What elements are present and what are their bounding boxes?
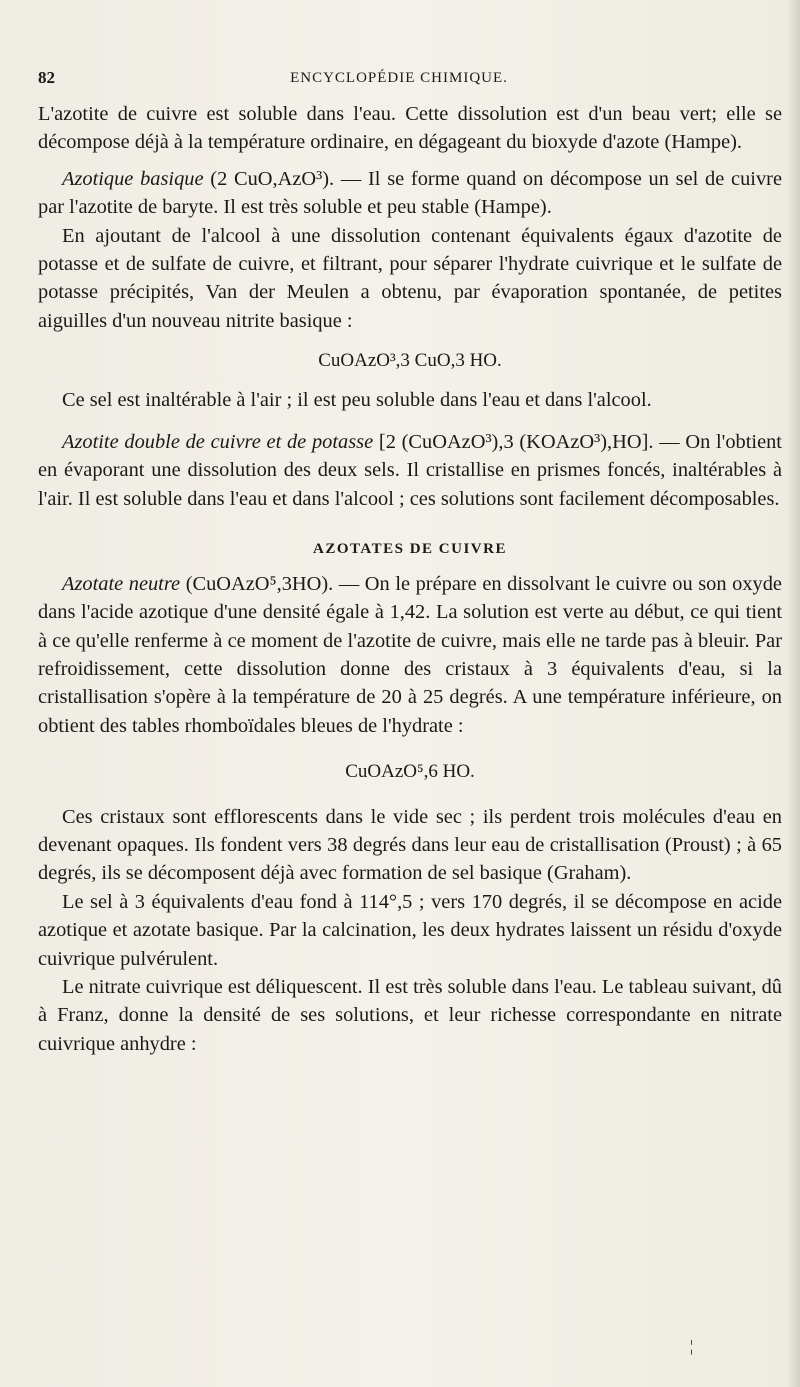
page-spine-shadow	[786, 0, 800, 1387]
term-azotite-double: Azotite double de cuivre et de potasse	[62, 431, 374, 454]
formula-azotate-neutre: (CuOAzO⁵,3HO).	[185, 572, 334, 595]
formula-azotite-double: [2 (CuOAzO³),3 (KOAzO³),HO].	[378, 431, 654, 454]
paragraph-azotique-basique	[38, 165, 782, 222]
page-number: 82	[38, 68, 55, 87]
footer-mark: ¦	[690, 1338, 694, 1355]
paragraph-azotate-neutre-text: — On le prépare en dissolvant le cuivre ou son oxyde dans l'acide azotique d'une densité égale à 1,42. La solution est verte au début, ce qui tient à ce qu'elle renferme à ce moment de l'azotite de cuivre, mais elle ne tarde pas à bleuir. Par refroidissement, cette dissolution donne des cristaux à 3 équivalents d'eau, si la cristallisation s'opère à la température de 20 à 25 degrés. A une température inférieure, on obtient des tables rhomboïdales bleues de l'hydrate :	[38, 572, 782, 737]
formula-nitrite-basique: CuOAzO³,3 CuO,3 HO.	[318, 350, 502, 372]
paragraph-efflorescents: Ces cristaux sont efflorescents dans le vide sec ; ils perdent trois molécules d'eau en devenant opaques. Ils fondent vers 38 degrés dans leur eau de cristallisation (Proust) ; à 65 degrés, ils se décomposent déjà avec formation de sel basique (Graham).	[38, 805, 782, 885]
paragraph-deliquescent: Le nitrate cuivrique est déliquescent. Il est très soluble dans l'eau. Le tableau suivant, dû à Franz, donne la densité de ses solutions, et leur richesse correspondante en nitrate cuivrique anhydre :	[38, 975, 782, 1055]
running-title: ENCYCLOPÉDIE CHIMIQUE.	[290, 70, 508, 86]
term-azotique-basique: Azotique basique	[62, 167, 204, 190]
paragraph-van-der-meulen: En ajoutant de l'alcool à une dissolution contenant équivalents égaux d'azotite de potasse et de sulfate de cuivre, et filtrant, pour séparer l'hydrate cuivrique et le sulfate de potasse précipités, Van der Meulen a obtenu, par évaporation spontanée, de petites aiguilles d'un nouveau nitrite basique :	[38, 224, 782, 332]
spacer	[38, 414, 782, 428]
section-heading: AZOTATES DE CUIVRE	[313, 541, 507, 558]
paragraph-azotique-basique-text: — Il se forme quand on décompose un sel de cuivre par l'azotite de baryte. Il est très soluble et peu stable (Hampe).	[38, 167, 782, 219]
paragraph-azotite-double	[38, 428, 782, 513]
paragraph-fusion: Le sel à 3 équivalents d'eau fond à 114°,5 ; vers 170 degrés, il se décompose en acide azotique et azotate basique. Par la calcination, les deux hydrates laissent un résidu d'oxyde cuivrique pulvérulent.	[38, 890, 782, 970]
paragraph-inalterable: Ce sel est inaltérable à l'air ; il est peu soluble dans l'eau et dans l'alcool.	[62, 388, 652, 411]
paragraph-azotite-solubility: L'azotite de cuivre est soluble dans l'eau. Cette dissolution est d'un beau vert; elle se décompose déjà à la température ordinaire, en dégageant du bioxyde d'azote (Hampe).	[38, 103, 782, 154]
page-header	[38, 68, 760, 94]
formula-hydrate: CuOAzO⁵,6 HO.	[345, 761, 475, 783]
formula-azotique-basique: (2 CuO,AzO³).	[210, 167, 335, 190]
paragraph-azotate-neutre	[38, 570, 782, 740]
term-azotate-neutre: Azotate neutre	[62, 572, 181, 595]
page-body	[38, 100, 782, 1058]
paragraph-azotite-double-text: — On l'obtient en évaporant une dissolution des deux sels. Il cristallise en prismes foncés, inaltérables à l'air. Il est soluble dans l'eau et dans l'alcool ; ces solutions sont facilement décomposables.	[38, 431, 782, 510]
